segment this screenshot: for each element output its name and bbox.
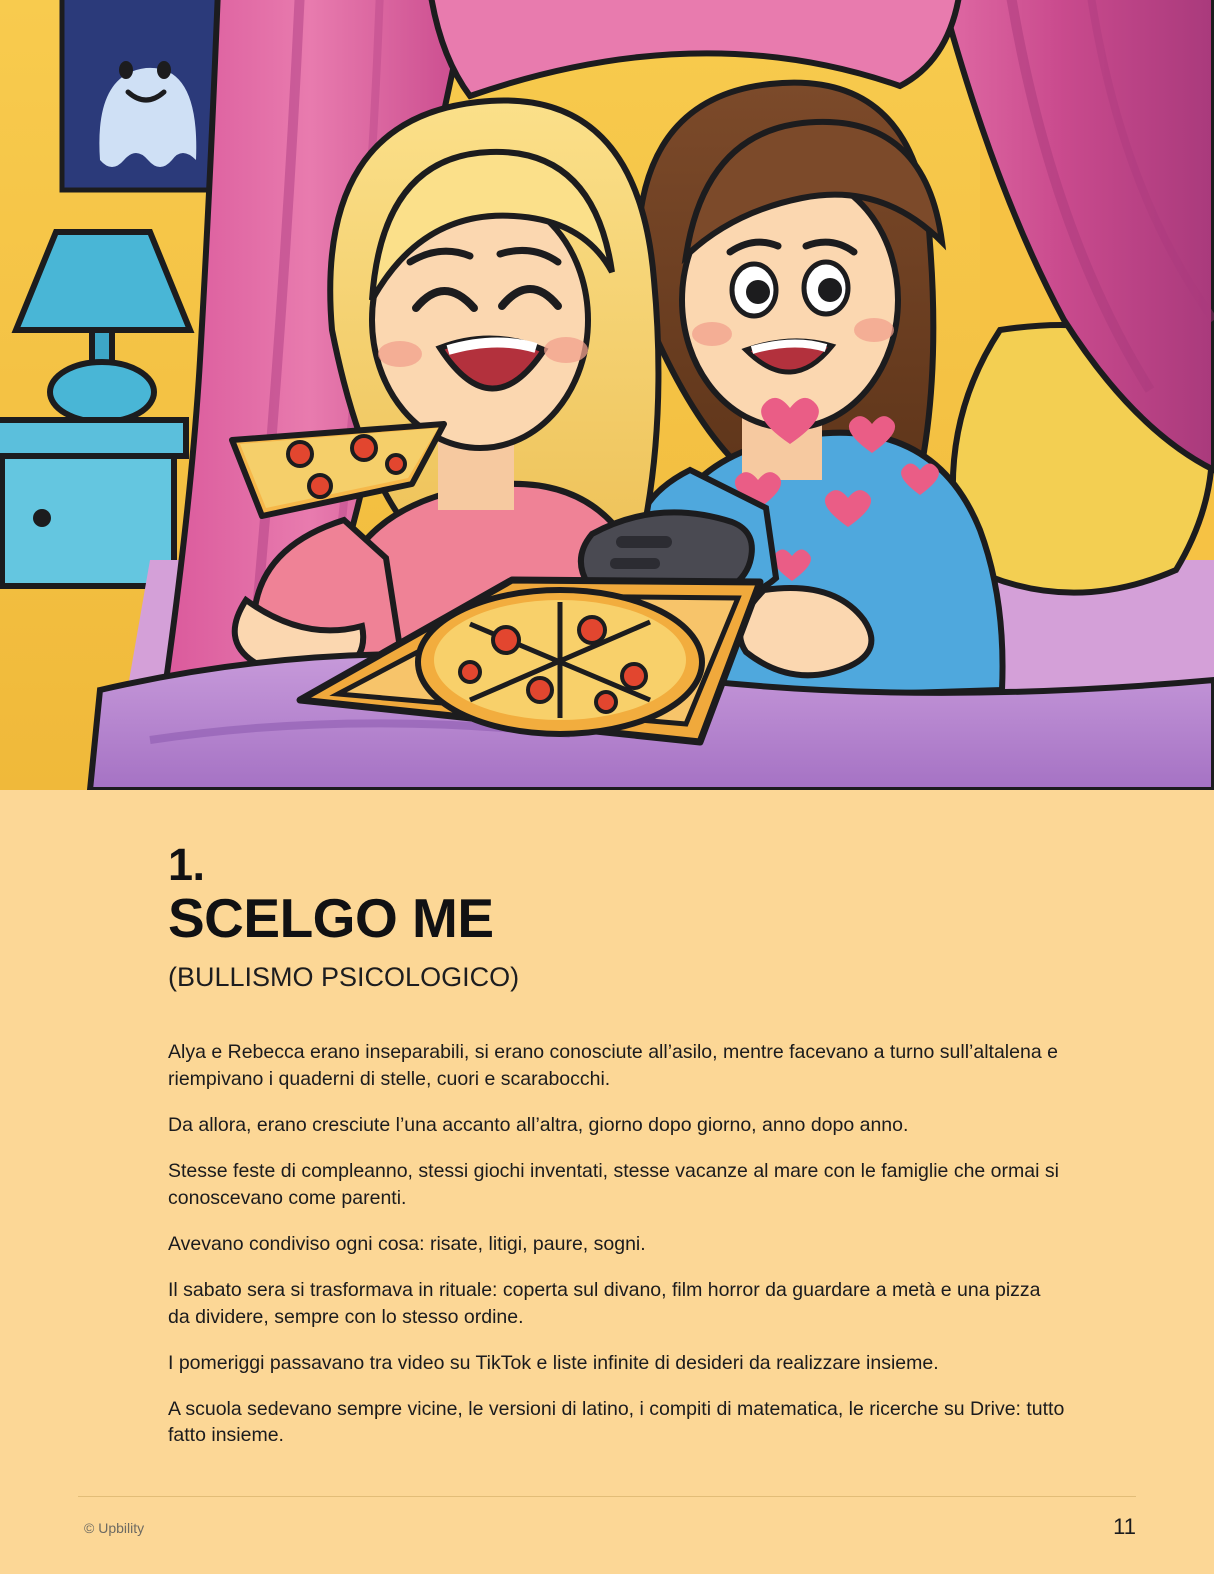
chapter-content <box>0 790 1214 1574</box>
chapter-number: 1. <box>168 839 205 890</box>
paragraph: Stesse feste di compleanno, stessi giochi inventati, stesse vacanze al mare con le famiglie che ormai si conoscevano come parenti. <box>168 1160 1059 1210</box>
paragraph: Il sabato sera si trasformava in rituale: coperta sul divano, film horror da guardare a metà e una pizza da dividere, sempre con lo stesso ordine. <box>168 1278 1041 1328</box>
page-number: 11 <box>1113 1514 1136 1539</box>
footer-divider <box>78 1496 1136 1497</box>
paragraph: I pomeriggi passavano tra video su TikTok e liste infinite di desideri da realizzare insieme. <box>168 1351 939 1374</box>
ghost-poster-illustration <box>62 0 230 190</box>
chapter-title: SCELGO ME <box>168 887 494 949</box>
paragraph: Avevano condiviso ogni cosa: risate, litigi, paure, sogni. <box>168 1232 646 1255</box>
paragraph: Da allora, erano cresciute l’una accanto all’altra, giorno dopo giorno, anno dopo anno. <box>168 1114 909 1137</box>
paragraph: Alya e Rebecca erano inseparabili, si erano conosciute all’asilo, mentre facevano a turno sull’altalena e riempivano i quaderni di stelle, cuori e scarabocchi. <box>168 1041 1058 1091</box>
chapter-subtitle: (BULLISMO PSICOLOGICO) <box>168 962 520 993</box>
page-footer <box>0 1496 1214 1574</box>
body-text <box>168 1039 1066 1449</box>
footer-copyright: © Upbility <box>84 1520 145 1536</box>
paragraph: A scuola sedevano sempre vicine, le versioni di latino, i compiti di matematica, le ricerche su Drive: tutto fatto insieme. <box>168 1397 1065 1447</box>
